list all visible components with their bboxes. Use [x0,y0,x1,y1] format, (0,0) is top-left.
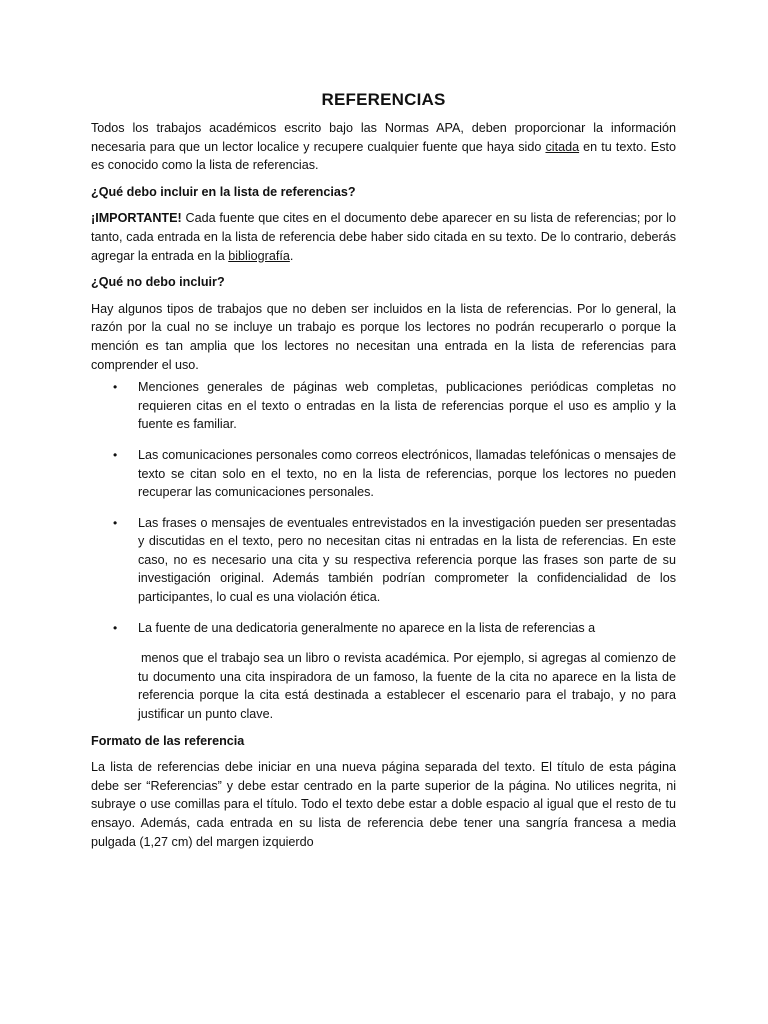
list-item-text: Menciones generales de páginas web completas, publicaciones periódicas completas no requieren citas en el texto o entradas en la lista de referencias porque el uso es amplio y la fuente es familiar. [138,380,676,432]
list-item [91,514,676,607]
exclusion-bullet-list [91,378,676,637]
bullet-icon: • [113,380,118,395]
list-item-text: Las frases o mensajes de eventuales entrevistados en la investigación pueden ser presentadas y discutidas en el texto, pero no necesitan citas ni entradas en la lista de referencias. En este caso, no es necesario una cita y su respectiva referencia porque las frases son parte de su investigación original. Además también podrían comprometer la confidencialidad de los participantes, lo cual es una violación ética. [138,515,676,605]
bibliografia-link[interactable]: bibliografía [228,248,290,263]
list-item [91,378,676,434]
bullet-icon: • [113,447,118,462]
bullet-icon: • [113,620,118,635]
page-title: REFERENCIAS [321,90,446,109]
continuation-text: menos que el trabajo sea un libro o revista académica. Por ejemplo, si agregas al comienzo de tu documento una cita inspiradora de un famoso, la fuente de la cita no aparece en la lista de referencia porque la cita está destinada a establecer el escenario para el trabajo, y no para justificar un punto clave. [138,651,676,722]
format-paragraph: La lista de referencias debe iniciar en una nueva página separada del texto. El título de esta página debe ser “Referencias” y debe estar centrado en la parte superior de la página. No utilices negrita, ni subraye o use comillas para el título. Todo el texto debe estar a doble espacio al igual que el resto de tu ensayo. Además, cada entrada en su lista de referencia debe tener una sangría francesa a media pulgada (1,27 cm) del margen izquierdo [91,760,676,849]
list-item-text: Las comunicaciones personales como correos electrónicos, llamadas telefónicas o mensajes de texto se citan solo en el texto, no en la lista de referencias, porque los lectores no pueden recuperar las comunicaciones personales. [138,447,676,500]
intro-paragraph [91,119,676,175]
important-label: ¡IMPORTANTE! [91,211,182,226]
list-item [91,446,676,502]
dedication-continuation [91,649,676,723]
section-heading-format: Formato de las referencia [91,733,245,748]
important-paragraph [91,209,676,265]
important-end: . [289,248,294,263]
important-text: Cada fuente que cites en el documento debe aparecer en su lista de referencias; por lo tanto, cada entrada en la lista de referencia debe haber sido citada en su texto. De lo contrario, deberás agregar la entrada en la [91,211,676,263]
section-heading-exclude: ¿Qué no debo incluir? [91,275,225,290]
list-item-text: La fuente de una dedicatoria generalmente no aparece en la lista de referencias a [138,620,596,635]
intro-text-before: Todos los trabajos académicos escrito bajo las Normas APA, deben proporcionar la información necesaria para que un lector localice y recupere cualquier fuente que haya sido [91,121,676,154]
citada-link[interactable]: citada [545,139,580,154]
list-item [91,619,676,638]
exclusion-paragraph: Hay algunos tipos de trabajos que no deben ser incluidos en la lista de referencias. Por lo general, la razón por la cual no se incluye un trabajo es porque los lectores no podrán recuperarlo o porque la mención es tan amplia que los lectores no necesitan una entrada en la lista de referencias para comprender el uso. [91,301,676,372]
document-page [91,88,676,851]
intro-text-after: en tu texto. Esto es conocido como la lista de referencias. [91,139,676,173]
section-heading-include: ¿Qué debo incluir en la lista de referencias? [91,184,356,199]
bullet-icon: • [113,515,118,530]
